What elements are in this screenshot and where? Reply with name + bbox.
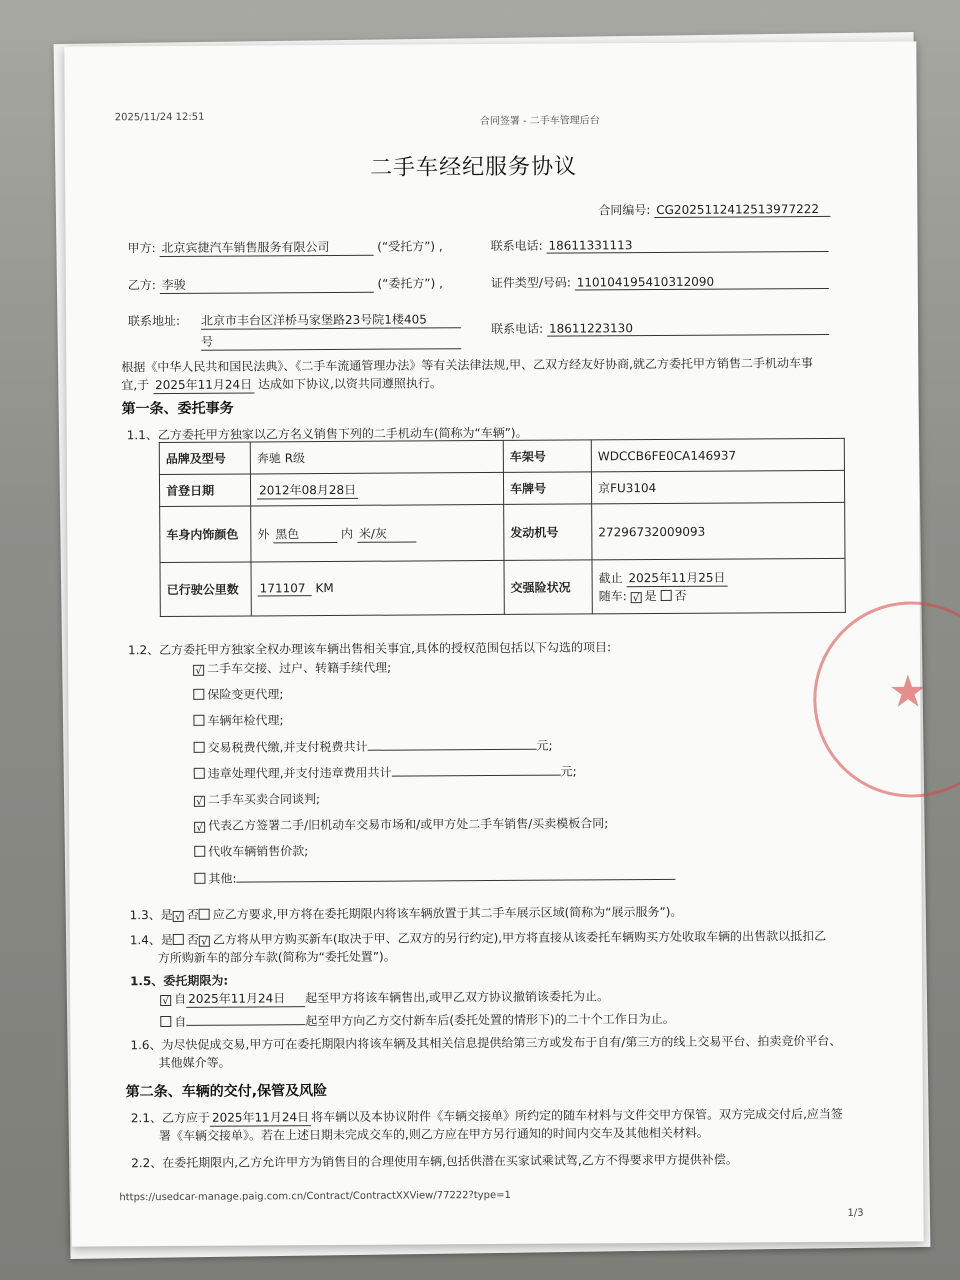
insurance-label: 交强险状况 [504, 560, 592, 615]
insurance-cell [592, 558, 845, 614]
party-a-label: 甲方: [127, 241, 156, 256]
party-a-role: (“受托方”) , [377, 239, 443, 254]
party-b-id-row [491, 272, 829, 291]
footer-url: https://usedcar-manage.paig.com.cn/Contract/ContractXXView/77222?type=1 [119, 1189, 511, 1204]
insurance-date: 2025年11月25日 [626, 569, 727, 588]
party-a-phone-row [491, 235, 829, 254]
term-start-date: 2025年11月24日 [186, 989, 305, 1008]
exterior-prefix: 外 [257, 526, 270, 541]
engine-value: 27296732009093 [592, 502, 845, 560]
auth-item-2-checkbox[interactable] [193, 689, 204, 700]
clause-1-6-cont: 其他媒介等。 [158, 1055, 231, 1071]
contract-number: CG2025112412513977222 [654, 202, 830, 218]
intro-line2 [121, 374, 442, 394]
brand-value: 奔驰 R级 [250, 440, 503, 474]
other-blank[interactable] [236, 866, 675, 883]
seal-star-icon: ★ [888, 666, 928, 718]
clause-1-5-label: 1.5、委托期限为: [130, 973, 229, 989]
auth-item-3 [193, 711, 283, 729]
clause-2-1-text-b: 将车辆以及本协议附件《车辆交接单》所约定的随车材料与文件交甲方保管。双方完成交付后,应当签 [311, 1106, 843, 1125]
auth-item-3-checkbox[interactable] [193, 715, 204, 726]
party-b-phone-row [491, 318, 829, 337]
clause-1-4-text: 乙方将从甲方购买新车(取决于甲、乙双方的另行约定),甲方将直接从该委托车辆购买方处收取车辆的出售款以抵扣乙 [212, 928, 827, 947]
party-a-name: 北京宾捷汽车销售服务有限公司 [159, 238, 373, 257]
with-car-no-label: 否 [674, 588, 687, 603]
auth-item-6 [194, 790, 320, 808]
clause-1-4-no-checkbox[interactable]: √ [199, 936, 210, 947]
party-b-phone-label: 联系电话: [491, 321, 544, 337]
clause-1-1: 1.1、乙方委托甲方独家以乙方名义销售下列的二手机动车(简称为“车辆”)。 [126, 425, 528, 443]
plate-label: 车牌号 [503, 472, 591, 505]
party-b-label: 乙方: [127, 278, 156, 293]
address-line2: 号 [201, 331, 461, 351]
intro-text-a: 宜,于 [121, 378, 150, 393]
auth-item-4-label: 交易税费代缴,并支付税费共计 [207, 739, 368, 755]
section-2-heading: 第二条、车辆的交付,保管及风险 [125, 1083, 328, 1101]
clause-1-3-text: 应乙方要求,甲方将在委托期限内将该车辆放置于其二手车展示区域(简称为“展示服务”)。 [212, 904, 683, 922]
party-a-phone-label: 联系电话: [490, 238, 543, 254]
print-datetime: 2025/11/24 12:51 [114, 111, 205, 124]
auth-item-2-label: 保险变更代理; [207, 687, 284, 702]
party-a-phone: 18611331113 [546, 237, 828, 254]
vin-label: 车架号 [503, 440, 591, 473]
auth-item-7-checkbox[interactable]: √ [194, 822, 205, 833]
party-b-id: 110104195410312090 [575, 274, 829, 291]
with-car-no-checkbox[interactable] [660, 590, 671, 601]
delivery-date: 2025年11月24日 [210, 1108, 311, 1127]
auth-item-4-checkbox[interactable] [194, 742, 205, 753]
document-title: 二手车经纪服务协议 [370, 154, 578, 181]
auth-item-7-label: 代表乙方签署二手/旧机动车交易市场和/或甲方处二手车销售/买卖模板合同; [208, 816, 609, 833]
auth-item-4 [194, 736, 553, 756]
party-b-row [128, 274, 443, 294]
clause-1-3 [130, 903, 683, 923]
mileage-value: 171107 [258, 581, 312, 596]
clause-1-4 [130, 927, 826, 948]
clause-2-1-text-a: 2.1、乙方应于 [130, 1110, 211, 1126]
term-option-2-checkbox[interactable] [160, 1016, 171, 1027]
vehicle-row-brand [159, 438, 844, 474]
vehicle-row-registration [159, 470, 844, 506]
address-line1: 北京市丰台区洋桥马家堡路23号院1楼405 [201, 310, 461, 330]
auth-item-1-label: 二手车交接、过户、转籍手续代理; [207, 660, 392, 676]
clause-1-6: 1.6、为尽快促成交易,甲方可在委托期限内将该车辆及其相关信息提供给第三方或发布于自有/第三方的线上交易平台、拍卖竞价平台、 [130, 1033, 842, 1053]
clause-1-2: 1.2、乙方委托甲方独家全权办理该车辆出售相关事宜,具体的授权范围包括以下勾选的项目: [127, 640, 612, 658]
vehicle-table [159, 438, 846, 617]
auth-item-2 [193, 685, 283, 703]
interior-prefix: 内 [340, 526, 354, 541]
party-b-name: 李骏 [160, 275, 374, 294]
print-site-title: 合同签署 - 二手车管理后台 [479, 115, 600, 128]
clause-2-1 [131, 1105, 843, 1127]
with-car-label: 随车: [598, 589, 627, 604]
contract-number-label: 合同编号: [598, 203, 651, 218]
auth-item-9 [194, 866, 675, 887]
intro-text-b: 达成如下协议,以资共同遵照执行。 [257, 376, 442, 392]
clause-2-1-cont: 署《车辆交接单》。若在上述日期未完成交车的,则乙方应在甲方另行通知的时间内交车及其他相关材料。 [158, 1125, 709, 1144]
tax-amount-blank[interactable] [367, 736, 536, 751]
registration-label: 首登日期 [159, 474, 250, 507]
auth-item-5 [194, 761, 577, 781]
contract-number-row [598, 200, 830, 218]
party-b-id-label: 证件类型/号码: [490, 275, 571, 291]
contract-page [64, 41, 928, 1246]
term-option-1-text: 起至甲方将该车辆售出,或甲乙双方协议撤销该委托为止。 [305, 989, 610, 1006]
clause-1-3-yes-checkbox[interactable]: √ [173, 911, 184, 922]
party-a-row [128, 237, 443, 257]
auth-item-8-checkbox[interactable] [194, 846, 205, 857]
auth-item-7 [194, 814, 608, 834]
mileage-cell [251, 560, 504, 616]
term-option-1-from: 自 [174, 991, 187, 1006]
address-label: 联系地址: [127, 313, 181, 329]
color-cell [251, 504, 504, 562]
clause-1-3-no-checkbox[interactable] [199, 909, 210, 920]
clause-1-3-yes-label: 1.3、是 [129, 907, 173, 923]
insurance-date-row [599, 568, 839, 587]
section-1-heading: 第一条、委托事务 [121, 400, 234, 418]
violation-unit: 元; [560, 764, 577, 779]
auth-item-9-label: 其他: [208, 871, 237, 886]
page-number: 1/3 [847, 1207, 864, 1219]
exterior-color: 黑色 [273, 524, 337, 542]
auth-item-8-label: 代收车辆销售价款; [208, 844, 309, 859]
brand-label: 品牌及型号 [159, 442, 250, 475]
term-option-2 [160, 1009, 674, 1030]
tax-unit: 元; [536, 738, 553, 753]
clause-1-4-yes-checkbox[interactable] [173, 934, 184, 945]
mileage-unit: KM [315, 580, 334, 596]
auth-item-8 [194, 842, 308, 860]
auth-item-6-label: 二手车买卖合同谈判; [207, 792, 321, 807]
clause-1-4-no-label: 否 [186, 932, 199, 947]
registration-cell [250, 472, 503, 506]
company-seal [813, 601, 960, 798]
clause-1-4-yes-label: 1.4、是 [129, 932, 173, 948]
interior-color: 米/灰 [357, 524, 416, 542]
engine-label: 发动机号 [504, 504, 592, 561]
clause-2-2: 2.2、在委托期限内,乙方允许甲方为销售目的合理使用车辆,包括供潜在买家试乘试驾,乙方不得要求甲方提供补偿。 [131, 1152, 738, 1171]
clause-1-3-no-label: 否 [186, 907, 199, 922]
term-option-1-checkbox[interactable]: √ [160, 995, 171, 1006]
intro-date: 2025年11月24日 [153, 375, 254, 394]
auth-item-1 [193, 659, 391, 677]
insurance-with-car-row [599, 586, 839, 604]
auth-item-3-label: 车辆年检代理; [207, 713, 284, 728]
term-option-1 [160, 987, 609, 1008]
color-label: 车身内饰颜色 [160, 506, 251, 563]
vehicle-row-color [160, 502, 845, 562]
auth-item-6-checkbox[interactable]: √ [194, 796, 205, 807]
with-car-yes-label: 是 [644, 589, 657, 604]
plate-value: 京FU3104 [591, 470, 844, 504]
auth-item-1-checkbox[interactable]: √ [193, 665, 204, 676]
auth-item-5-label: 违章处理代理,并支付违章费用共计 [207, 765, 392, 781]
registration-date: 2012年08月28日 [257, 480, 358, 499]
term-option-2-text: 起至甲方向乙方交付新车后(委托处置的情形下)的二十个工作日为止。 [305, 1011, 675, 1029]
party-b-phone: 18611223130 [547, 320, 829, 337]
term-option-2-from: 自 [174, 1014, 187, 1029]
term-option-2-date-blank[interactable] [186, 1011, 305, 1026]
vin-value: WDCCB6FE0CA146937 [591, 438, 844, 472]
party-b-role: (“委托方”) , [377, 276, 443, 291]
violation-amount-blank[interactable] [392, 762, 561, 777]
intro-line1: 根据《中华人民共和国民法典》、《二手车流通管理办法》等有关法律法规,甲、乙双方经友好协商,就乙方委托甲方销售二手机动车事 [121, 356, 813, 375]
clause-1-4-cont: 方所购新车的部分车款(简称为“委托处置”)。 [157, 949, 396, 966]
vehicle-row-mileage [160, 558, 845, 616]
insurance-prefix: 截止 [598, 571, 623, 586]
mileage-label: 已行驶公里数 [160, 562, 251, 617]
auth-item-9-checkbox[interactable] [194, 873, 205, 884]
with-car-yes-checkbox[interactable]: √ [631, 592, 642, 603]
auth-item-5-checkbox[interactable] [194, 768, 205, 779]
